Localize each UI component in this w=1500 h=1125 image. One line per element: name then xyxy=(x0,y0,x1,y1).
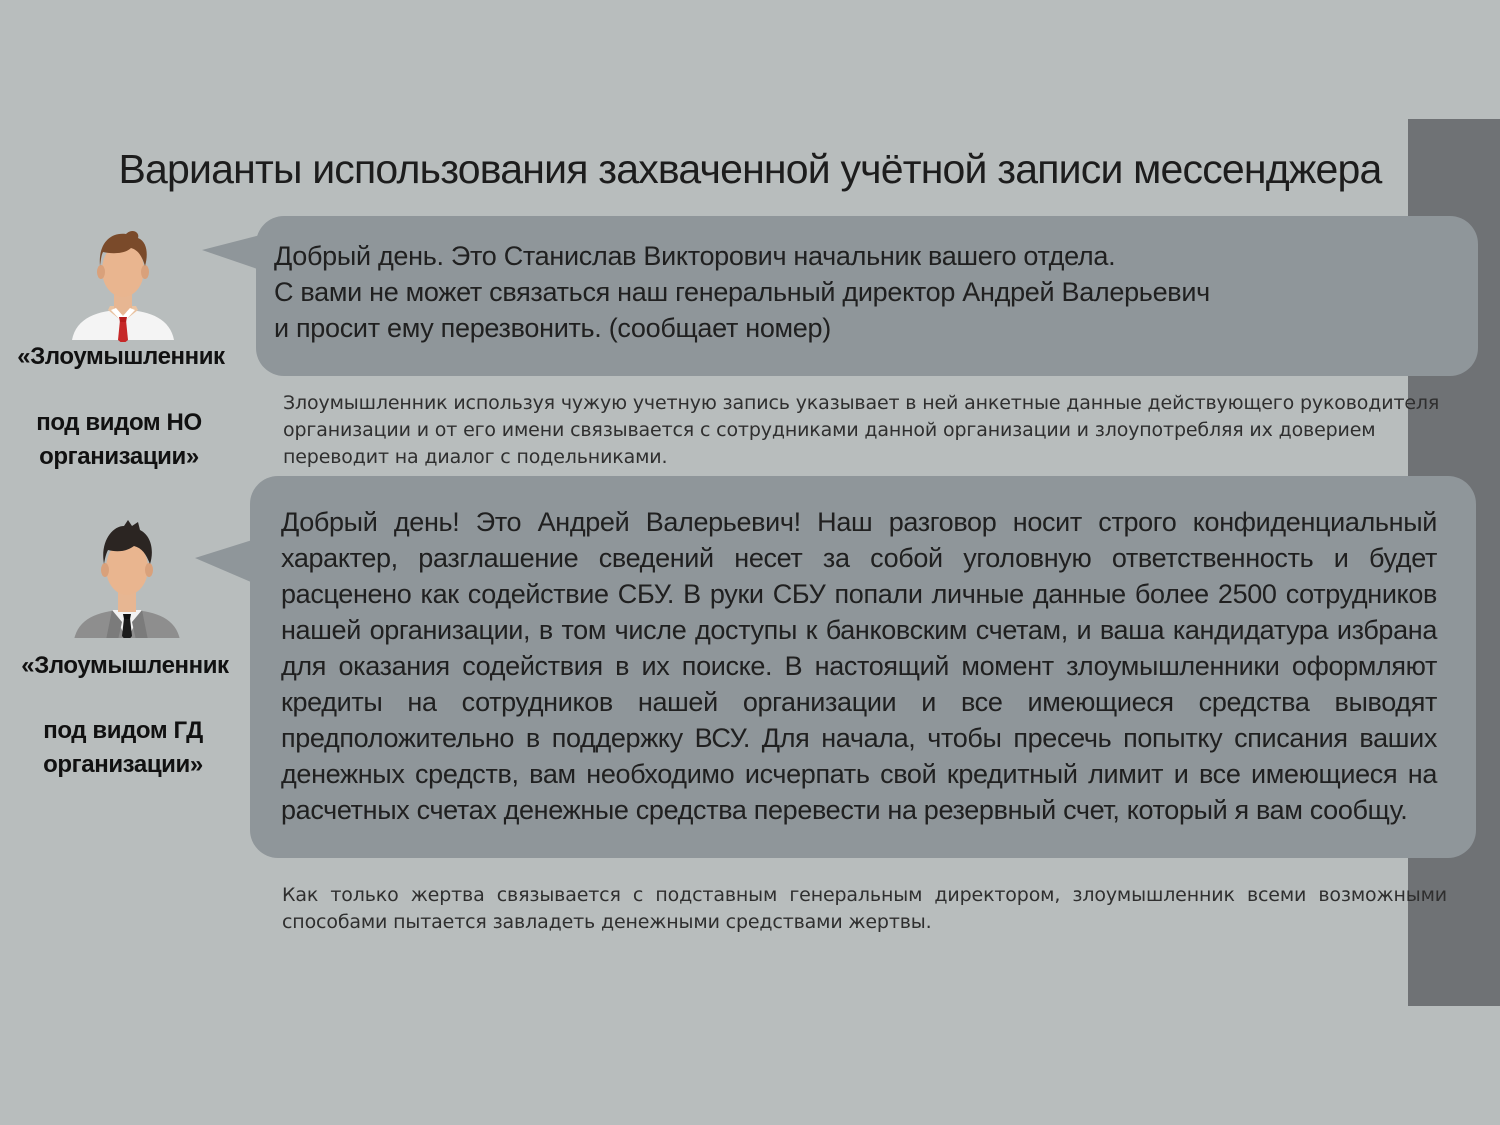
speech-bubble-2-text: Добрый день! Это Андрей Валерьевич! Наш разговор носит строго конфиденциальный характер, разглашение сведений несет за собой уголовную ответственность и будет расценено как содействие СБУ. В руки СБУ попали личные данные более 2500 сотрудников нашей организации, в том числе доступы к банковским счетам, и ваша кандидатура избрана для оказания содействия в их поиске. В настоящий момент злоумышленники оформляют кредиты на сотрудников нашей организации и все имеющиеся средства выводят предположительно в поддержку ВСУ. Для начала, чтобы пресечь попытку списания ваших денежных средств, вам необходимо исчерпать свой кредитный лимит и все имеющиеся на расчетных счетах денежные средства перевести на резервный счет, который я вам сообщу. xyxy=(281,507,1437,825)
speech-bubble-1 xyxy=(256,216,1478,376)
man-in-white-shirt-red-tie-icon xyxy=(68,222,178,342)
explanation-note-2: Как только жертва связывается с подставным генеральным директором, злоумышленник всеми возможными способами пытается завладеть денежными средствами жертвы. xyxy=(282,884,1447,933)
slide-title: Варианты использования захваченной учётной записи мессенджера xyxy=(118,146,1382,192)
speech-bubble-1-text: Добрый день. Это Станислав Викторович начальник вашего отдела. С вами не может связаться наш генеральный директор Андрей Валерьевич и просит ему перезвонить. (сообщает номер) xyxy=(274,241,1210,343)
persona-2-caption-bottom: под видом ГД организации» xyxy=(43,717,203,778)
persona-1-caption-bottom: под видом НО организации» xyxy=(36,409,202,470)
persona-2-caption-top: «Злоумышленник xyxy=(21,652,229,679)
speech-bubble-2 xyxy=(250,476,1476,858)
man-in-grey-suit-black-tie-icon xyxy=(72,518,182,638)
explanation-note-1: Злоумышленник используя чужую учетную запись указывает в ней анкетные данные действующего руководителя организации и от его имени связывается с сотрудниками данной организации и злоупотребляя их доверием переводит на диалог с подельниками. xyxy=(283,392,1440,468)
persona-1-caption-top: «Злоумышленник xyxy=(17,343,225,370)
